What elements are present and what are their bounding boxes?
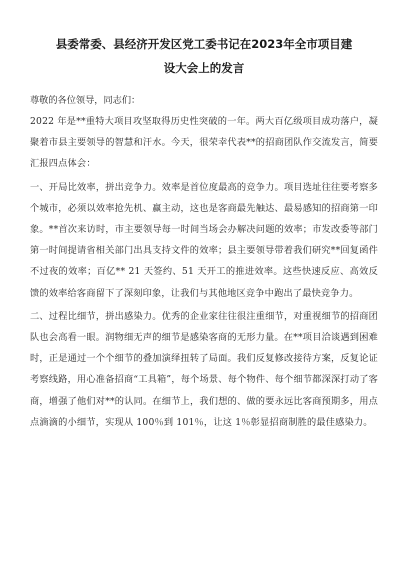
title-line-2: 设大会上的发言 [163,61,245,75]
paragraph-section-2: 二、过程比细节，拼出感染力。优秀的企业家往往很注重细节，对重视细节的招商团队也会高看一眼。润物细无声的细节是感染客商的无形力量。在**项目洽谈遇到困难时，正是通过一个个细节的叠加演绎扭转了局面。我们反复修改接待方案，反复论证考察线路，用心准备招商“工具箱”，每个场景、每个物件、每个细节都深深打动了客商，增强了他们对**的认同。在细节上，我们想的、做的要永远比客商预期多，用点点滴滴的小细节，实现从 100％到 101％，让这 1％彰显招商制胜的最佳感染力。 [30,310,378,428]
document-title [30,32,378,80]
title-line-1: 县委常委、县经济开发区党工委书记在2023年全市项目建 [55,37,353,51]
paragraph-section-1: 一、开局比效率，拼出竞争力。效率是首位度最高的竞争力。项目选址往往要考察多个城市，必须以效率抢先机、赢主动，这也是客商最先触达、最易感知的招商第一印象。**首次来访时，市主要领导每一时间当场会办解决问题的效率；市发改委等部门第一时间提请省相关部门出具支持文件的效率；县主要领导带着我们研究**回复函件不过夜的效率；百亿** 21 天签约、51 天开工的推进效率。这些快速反应、高效反馈的效率给客商留下了深刻印象，让我们与其他地区竞争中跑出了最快竞争力。 [30,181,378,299]
salutation: 尊敬的各位领导，同志们： [30,95,141,106]
paragraph-intro: 2022 年是**重特大项目攻坚取得历史性突破的一年。两大百亿级项目成功落户，凝聚着市县主要领导的智慧和汗水。今天，很荣幸代表**的招商团队作交流发言，简要汇报四点体会： [30,116,378,170]
